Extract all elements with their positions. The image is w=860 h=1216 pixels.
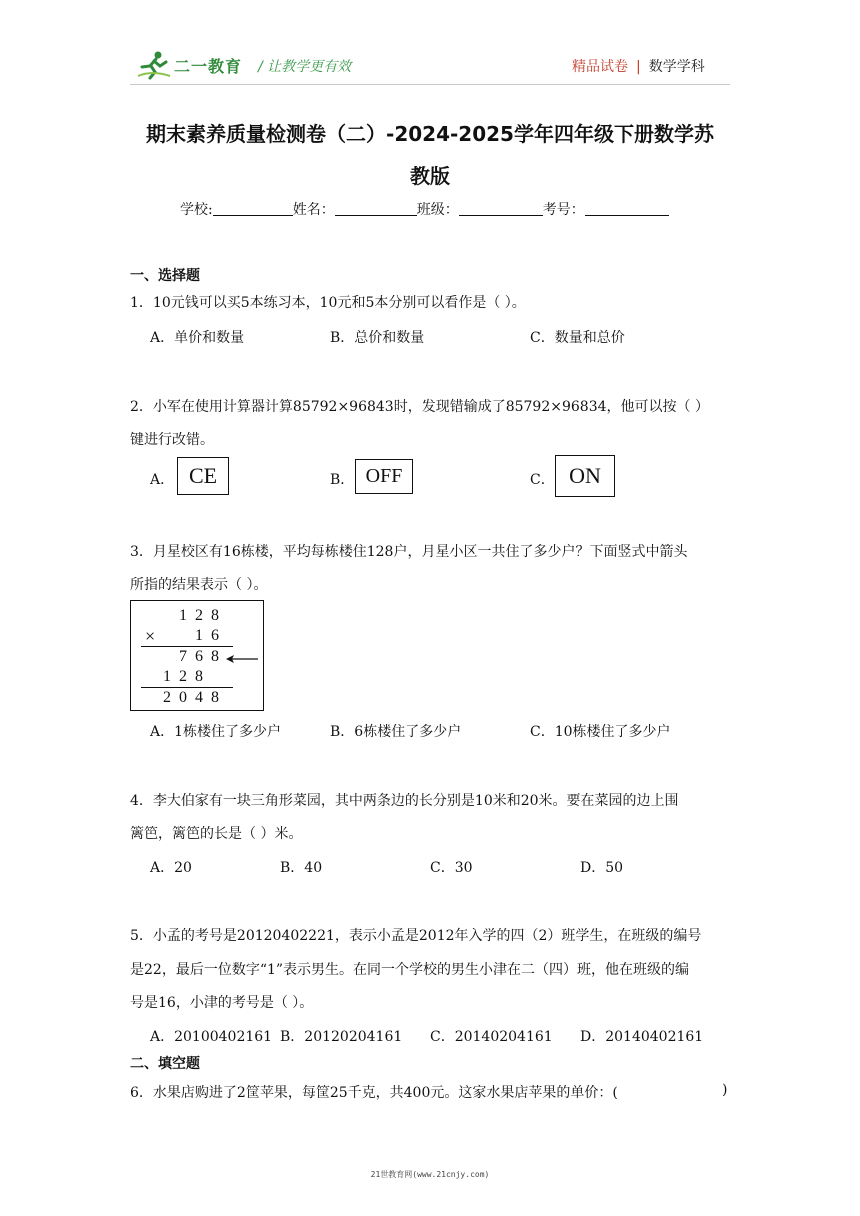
footer: 21世教育网(www.21cnjy.com) <box>370 1170 490 1179</box>
school-blank[interactable] <box>213 201 293 216</box>
school-label: 学校: <box>180 202 213 218</box>
question-1-option-b[interactable]: B．总价和数量 <box>330 330 425 346</box>
question-5-option-c[interactable]: C．20140204161 <box>430 1029 553 1045</box>
page-title-line2: 教版 <box>410 164 450 188</box>
question-5-option-b[interactable]: B．20120204161 <box>280 1029 403 1045</box>
calc-row-5: 2 0 4 8 <box>163 689 221 706</box>
ce-key: CE <box>177 457 229 495</box>
question-4-option-c[interactable]: C．30 <box>430 860 473 876</box>
logo-text: 二一教育 <box>174 56 243 76</box>
header-divider <box>130 84 730 85</box>
on-key: ON <box>555 455 615 497</box>
question-2-line1: 2．小军在使用计算器计算85792×96843时，发现错输成了85792×96834，他可以按（ ） <box>130 399 709 415</box>
question-2-option-c[interactable]: C． <box>530 472 555 488</box>
off-key: OFF <box>355 459 413 494</box>
question-4-option-a[interactable]: A．20 <box>150 860 192 876</box>
vertical-multiplication <box>130 600 264 711</box>
question-3-option-a[interactable]: A．1栋楼住了多少户 <box>150 724 282 740</box>
question-2-line2: 键进行改错。 <box>130 432 214 448</box>
question-2-option-b[interactable]: B． <box>330 472 355 488</box>
calc-row-4: 1 2 8 <box>163 668 205 685</box>
question-3-option-c[interactable]: C．10栋楼住了多少户 <box>530 724 671 740</box>
page-title-line1: 期末素养质量检测卷（二）-2024-2025学年四年级下册数学苏 <box>146 122 714 146</box>
calc-rule-1 <box>141 646 233 647</box>
class-blank[interactable] <box>459 201 543 216</box>
header-separator: | <box>636 59 641 75</box>
question-5-line1: 5．小孟的考号是20120402221，表示小孟是2012年入学的四（2）班学生，在班级的编号 <box>130 928 702 944</box>
slogan: / 让教学更有效 <box>258 59 352 75</box>
runner-logo-icon <box>136 50 172 80</box>
question-5-line2: 是22，最后一位数字“1”表示男生。在同一个学校的男生小津在二（四）班，他在班级的编 <box>130 962 690 978</box>
calc-rule-2 <box>141 687 233 688</box>
arrow-left-icon <box>225 653 259 665</box>
question-5-line3: 号是16，小津的考号是（ ）。 <box>130 995 314 1011</box>
calc-row-1: 1 2 8 <box>179 607 221 624</box>
subject-label: 数学学科 <box>648 59 705 75</box>
question-1-option-a[interactable]: A．单价和数量 <box>150 330 245 346</box>
question-1-option-c[interactable]: C．数量和总价 <box>530 330 625 346</box>
question-6-close-paren: ) <box>722 1082 728 1098</box>
quality-label: 精品试卷 <box>572 59 628 75</box>
question-5-option-d[interactable]: D．20140402161 <box>580 1029 704 1045</box>
exam-no-blank[interactable] <box>585 201 669 216</box>
question-1-text: 1．10元钱可以买5本练习本，10元和5本分别可以看作是（ ）。 <box>130 295 526 311</box>
question-3-option-b[interactable]: B．6栋楼住了多少户 <box>330 724 462 740</box>
class-label: 班级： <box>416 202 459 218</box>
name-blank[interactable] <box>335 201 417 216</box>
question-2-option-a[interactable]: A． <box>150 472 175 488</box>
question-4-line1: 4．李大伯家有一块三角形菜园，其中两条边的长分别是10米和20米。要在菜园的边上围 <box>130 793 679 809</box>
question-4-option-d[interactable]: D．50 <box>580 860 624 876</box>
name-label: 姓名： <box>292 202 335 218</box>
question-3-line1: 3．月星校区有16栋楼，平均每栋楼住128户，月星小区一共住了多少户？下面竖式中箭头 <box>130 544 688 560</box>
student-info <box>180 199 669 219</box>
question-3-line2: 所指的结果表示（ ）。 <box>130 577 268 593</box>
section-title-choice: 一、选择题 <box>130 268 200 284</box>
header-right <box>572 56 705 76</box>
logo <box>136 48 242 82</box>
exam-no-label: 考号： <box>542 202 585 218</box>
question-6-text: 6．水果店购进了2筐苹果，每筐25千克，共400元。这家水果店苹果的单价：( <box>130 1085 618 1101</box>
question-4-line2: 篱笆，篱笆的长是（ ）米。 <box>130 826 303 842</box>
question-4-option-b[interactable]: B．40 <box>280 860 323 876</box>
section-title-fill: 二、填空题 <box>130 1056 200 1072</box>
calc-operator: × <box>145 626 156 646</box>
question-5-option-a[interactable]: A．20100402161 <box>150 1029 273 1045</box>
calc-row-3: 7 6 8 <box>179 648 221 665</box>
calc-row-2: 1 6 <box>195 627 221 644</box>
